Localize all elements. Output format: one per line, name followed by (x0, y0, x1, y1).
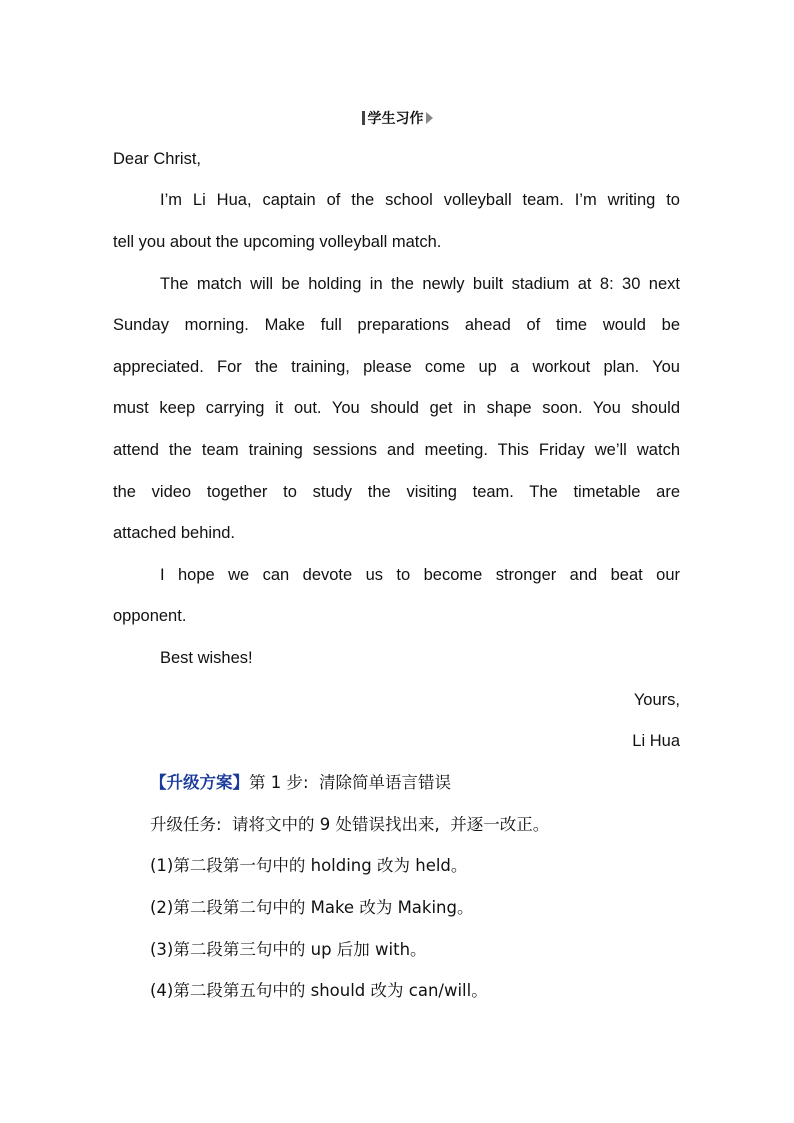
paragraph-3-line-2: opponent. (113, 607, 187, 625)
paragraph-2-line-7: attached behind. (113, 524, 236, 542)
paragraph-2-line-4: must keep carrying it out. You should get in shape soon. You should (113, 399, 680, 417)
correction-item-3: (3)第二段第三句中的 up 后加 with。 (150, 940, 427, 959)
upgrade-heading-text: 第 1 步: 清除简单语言错误 (249, 773, 452, 792)
paragraph-2-line-6: the video together to study the visiting team. The timetable are (113, 483, 680, 501)
correction-item-2: (2)第二段第二句中的 Make 改为 Making。 (150, 898, 474, 917)
paragraph-1-line-1: I’m Li Hua, captain of the school volleyball team. I’m writing to (160, 191, 680, 209)
paragraph-2-line-3: appreciated. For the training, please come up a workout plan. You (113, 358, 680, 376)
letter-signature: Li Hua (632, 732, 680, 750)
upgrade-heading-bracket: 【升级方案】 (150, 773, 249, 792)
paragraph-2-line-2: Sunday morning. Make full preparations ahead of time would be (113, 316, 680, 334)
letter-signoff: Yours, (633, 691, 680, 709)
upgrade-heading (150, 772, 451, 794)
upgrade-task: 升级任务: 请将文中的 9 处错误找出来, 并逐一改正。 (150, 815, 550, 834)
paragraph-2-line-5: attend the team training sessions and meeting. This Friday we’ll watch (113, 441, 680, 459)
section-label: 学生习作 (0, 108, 794, 128)
paragraph-3-line-1: I hope we can devote us to become stronger and beat our (160, 566, 680, 584)
triangle-icon (426, 112, 433, 124)
correction-item-4: (4)第二段第五句中的 should 改为 can/will。 (150, 981, 488, 1000)
correction-item-1: (1)第二段第一句中的 holding 改为 held。 (150, 856, 468, 875)
letter-salutation: Dear Christ, (113, 150, 202, 168)
letter-closing: Best wishes! (160, 649, 253, 667)
paragraph-2-line-1: The match will be holding in the newly built stadium at 8: 30 next (160, 275, 680, 293)
paragraph-1-line-2: tell you about the upcoming volleyball match. (113, 233, 442, 251)
bar-icon (362, 111, 365, 125)
